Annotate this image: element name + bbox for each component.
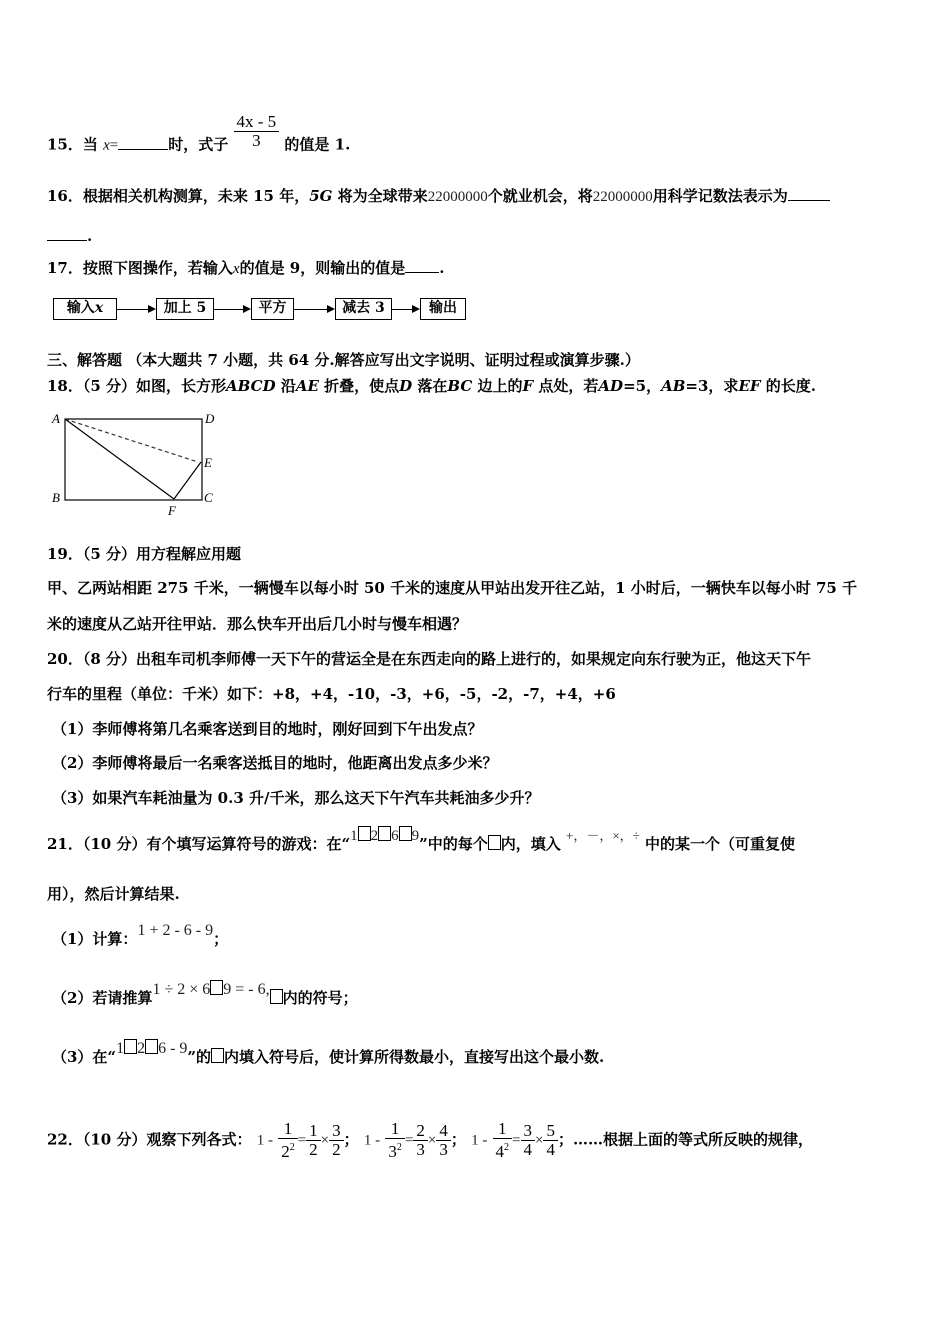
section-header: 三、解答题 （本大题共 7 小题，共 64 分.解答应写出文字说明、证明过程或演算步骤.） xyxy=(47,351,640,369)
question-20-sub3: （3）如果汽车耗油量为 0.3 升/千米，那么这天下午汽车共耗油多少升？ xyxy=(52,789,540,807)
question-21-sub3: （3）在“1 2 6 - 9”的 内填入符号后，使计算所得数最小，直接写出这个最小数. xyxy=(52,1040,605,1066)
operator-box[interactable] xyxy=(358,826,371,841)
operator-box[interactable] xyxy=(145,1039,158,1054)
sub3-expression: 1 2 6 - 9 xyxy=(116,1040,188,1057)
question-21-sub1: （1）计算：1 + 2 - 6 - 9； xyxy=(52,922,229,948)
fraction: $\frac{3}{2}$ xyxy=(329,1122,344,1159)
label-d: D xyxy=(205,411,215,426)
box-symbol xyxy=(488,835,501,850)
question-21-line2: 用），然后计算结果. xyxy=(47,885,180,903)
answer-blank[interactable] xyxy=(118,135,168,150)
operator-box[interactable] xyxy=(210,980,223,995)
answer-blank[interactable] xyxy=(405,258,439,273)
fraction: $\frac{1}{3^2}$ xyxy=(385,1120,405,1161)
question-21: 21．（10 分）有个填写运算符号的游戏：在“1 2 6 9”中的每个 内，填入 +，－，×，÷ 中的某一个（可重复使 xyxy=(47,828,796,853)
fraction: $\frac{1}{2^2}$ xyxy=(278,1120,298,1161)
question-16: 16．根据相关机构测算，未来 15 年，5G 将为全球带来22000000个就业机会，将22000000用科学记数法表示为 xyxy=(47,186,830,207)
question-15: 15．当 x= 时，式子 $\frac{4x - 5}{3}$ 的值是 1. xyxy=(47,112,351,154)
question-19-line1: 甲、乙两站相距 275 千米，一辆慢车以每小时 50 千米的速度从甲站出发开往乙站，1 小时后，一辆快车以每小时 75 千 xyxy=(47,579,858,597)
variable-x: x xyxy=(103,137,110,154)
question-17: 17．按照下图操作，若输入x的值是 9，则输出的值是 . xyxy=(47,259,445,277)
rectangle-fold-figure xyxy=(40,405,230,520)
label-c: C xyxy=(204,490,213,505)
fraction: $\frac{4x - 5}{3}$ xyxy=(234,113,280,150)
flow-step-square: 平方 xyxy=(251,298,294,320)
fraction: $\frac{1}{2}$ xyxy=(306,1122,321,1159)
fraction: $\frac{3}{4}$ xyxy=(521,1122,536,1159)
flow-step-input: 输入x xyxy=(53,298,117,320)
question-20-line1: 20．（8 分）出租车司机李师傅一天下午的营运全是在东西走向的路上进行的，如果规定向东行驶为正，他这天下午 xyxy=(47,650,812,668)
fraction: $\frac{5}{4}$ xyxy=(543,1122,558,1159)
question-21-sub2: （2）若请推算1 ÷ 2 × 6 9 = - 6, 内的符号； xyxy=(52,981,358,1007)
label-e: E xyxy=(204,455,212,470)
flow-arrow xyxy=(392,309,418,310)
question-19-line2: 米的速度从乙站开往甲站．那么快车开出后几小时与慢车相遇？ xyxy=(47,615,468,633)
flow-step-subtract: 减去 3 xyxy=(335,298,392,320)
flow-step-add: 加上 5 xyxy=(156,298,214,320)
operators-list: +，－，×，÷ xyxy=(566,828,640,843)
sub2-expression: 1 ÷ 2 × 6 9 = - 6, xyxy=(152,981,270,998)
label-f: F xyxy=(168,503,176,518)
segment-fe xyxy=(174,462,201,499)
fraction: $\frac{1}{4^2}$ xyxy=(493,1120,513,1161)
box-symbol xyxy=(211,1048,224,1063)
question-20-line2: 行车的里程（单位：千米）如下：+8，+4，-10，-3，+6，-5，-2，-7，+4，+6 xyxy=(47,685,616,703)
expression-blanks: 1 2 6 9 xyxy=(350,828,420,844)
flow-arrow xyxy=(117,309,154,310)
question-18: 18．（5 分）如图，长方形ABCD 沿AE 折叠，使点D 落在BC 边上的F 点处，若AD=5，AB=3，求EF 的长度. xyxy=(47,377,816,395)
fold-line-ae xyxy=(65,419,198,462)
fraction: $\frac{2}{3}$ xyxy=(413,1122,428,1159)
flow-arrow xyxy=(214,309,249,310)
question-20-sub2: （2）李师傅将最后一名乘客送抵目的地时，他距离出发点多少米？ xyxy=(52,754,498,772)
question-22: 22．（10 分）观察下列各式： 1 - $\frac{1}{2^2}$ = $\frac{1}{2}$ × $\frac{3}{2}$ ； 1 - $\frac{1}{3^2}$ = $\frac{2}{3}$ × $\frac{4}{3}$ ； 1 - $\frac{1}{4^2}$ = $\frac{3}{4}$ × $\frac{5}{4}$ ；……根据上面的等式所反映的规律， xyxy=(47,1119,813,1161)
box-symbol xyxy=(270,989,283,1004)
question-16-cont: . xyxy=(47,226,92,246)
question-20-sub1: （1）李师傅将第几名乘客送到目的地时，刚好回到下午出发点？ xyxy=(52,720,483,738)
flow-step-output: 输出 xyxy=(420,298,466,320)
operator-box[interactable] xyxy=(378,826,391,841)
operator-box[interactable] xyxy=(124,1039,137,1054)
fraction: $\frac{4}{3}$ xyxy=(436,1122,451,1159)
answer-blank[interactable] xyxy=(788,186,830,201)
question-19-title: 19．（5 分）用方程解应用题 xyxy=(47,545,242,563)
segment-af xyxy=(65,419,174,499)
flow-arrow xyxy=(294,309,333,310)
operator-box[interactable] xyxy=(399,826,412,841)
answer-blank-cont[interactable] xyxy=(47,226,87,241)
label-a: A xyxy=(52,411,60,426)
label-b: B xyxy=(52,490,60,505)
